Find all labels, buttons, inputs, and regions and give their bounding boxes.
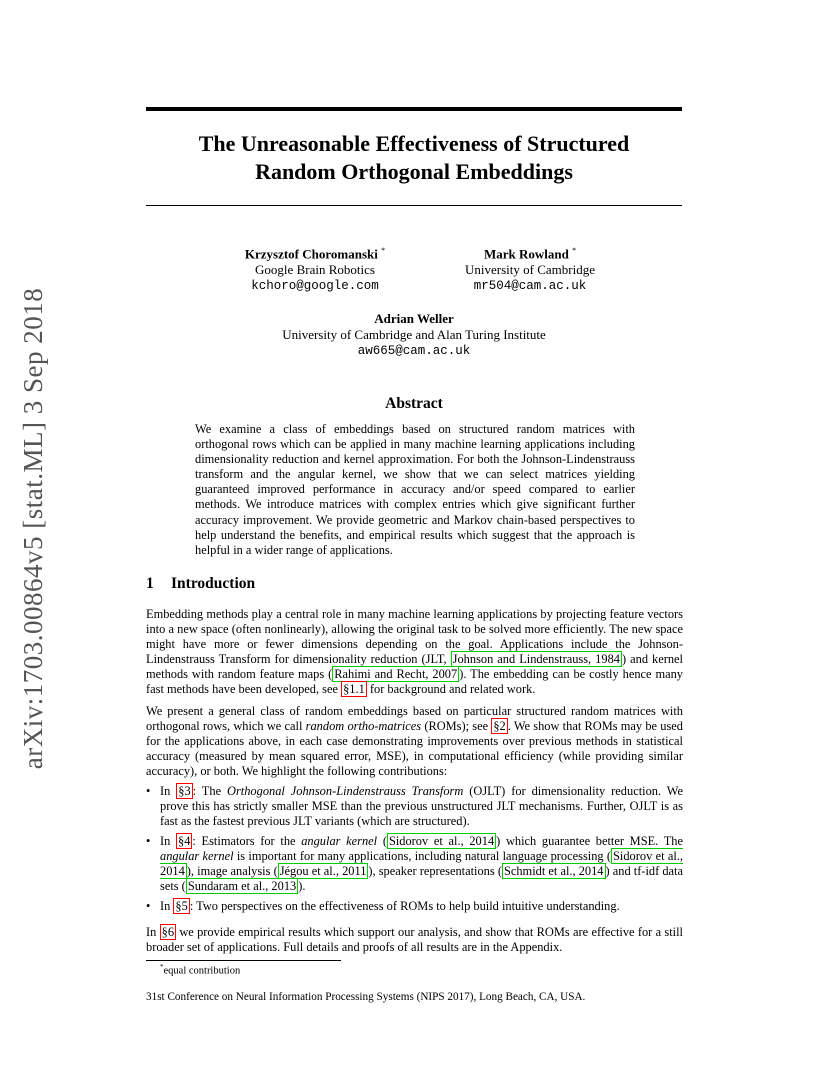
bullet-icon: • (146, 834, 151, 848)
text-run: We present a general class of random embeddings based on particular structured random matrices with orthogonal rows, which we call (146, 704, 683, 733)
author-mark: * (572, 246, 577, 255)
text-run: Embedding methods play a central role in many machine learning applications by projecting feature vectors into a new space (often nonlinearly), allowing the original task to be solved more efficiently. The new space might have more or fewer dimensions depending on the goal. Applications include the Johnson-Lindenstrauss Transform for dimensionality reduction (JLT, (146, 607, 683, 666)
text-run: we provide empirical results which support our analysis, and show that ROMs are effective for a still broader set of applications. Full details and proofs of all results are in the Appendix. (146, 925, 683, 954)
bullet-icon: • (146, 784, 151, 798)
text-run: ), image analysis ( (186, 864, 278, 878)
text-run: : The (192, 784, 228, 798)
author-name: Mark Rowland (483, 246, 569, 262)
text-run: In (160, 784, 177, 798)
author-email[interactable]: kchoro@google.com (251, 279, 379, 294)
text-run: ) which guarantee better MSE. The (496, 834, 683, 848)
author-name: Adrian Weller (374, 311, 454, 326)
footnote-text: equal contribution (163, 965, 241, 977)
citation-link[interactable]: Sundaram et al., 2013 (187, 879, 297, 893)
section-title: Introduction (171, 575, 256, 592)
text-run: ), speaker representations ( (368, 864, 502, 878)
contribution-list (146, 784, 683, 919)
author-name: Krzysztof Choromanski (244, 246, 378, 262)
footnote-rule (146, 960, 341, 961)
text-run: In (160, 899, 174, 913)
intro-paragraph-2 (146, 704, 683, 779)
author-affiliation: University of Cambridge and Alan Turing Institute (282, 327, 546, 342)
section-link[interactable]: §2 (493, 719, 506, 733)
author-email[interactable]: mr504@cam.ac.uk (473, 279, 587, 294)
citation-link[interactable]: Johnson and Lindenstrauss, 1984 (452, 652, 620, 666)
arxiv-stamp (14, 288, 54, 768)
author-mark: * (381, 246, 386, 255)
section-link[interactable]: §5 (175, 899, 188, 913)
citation-link[interactable]: Schmidt et al., 2014 (503, 864, 604, 878)
paper-title (146, 130, 682, 186)
citation-link[interactable]: Rahimi and Recht, 2007 (334, 667, 458, 681)
text-run: is important for many applications, including natural language processing ( (233, 849, 612, 863)
author-block-1 (200, 243, 430, 294)
text-run: for background and related work. (366, 682, 536, 696)
text-run: In (146, 925, 160, 939)
author-affiliation: Google Brain Robotics (255, 262, 375, 278)
list-item (146, 899, 683, 914)
section-link[interactable]: §4 (178, 834, 191, 848)
emphasis: angular kernel (301, 834, 378, 848)
author-block-3 (146, 311, 682, 359)
text-run: ) and tf-idf data sets ( (160, 864, 684, 893)
intro-paragraph-3 (146, 925, 683, 955)
section-heading (146, 575, 255, 593)
text-run: . We show that ROMs may be used for the applications above, in each case demonstrating improvements over previous methods in statistical accuracy (measured by mean squared error, MSE), in computational efficiency (while providing similar accuracy), or both. We highlight the following contributions: (146, 719, 683, 778)
title-line-2: Random Orthogonal Embeddings (255, 159, 573, 184)
arxiv-stamp-text: arXiv:1703.00864v5 [stat.ML] 3 Sep 2018 (18, 287, 49, 769)
citation-link[interactable]: Jégou et al., 2011 (279, 864, 367, 878)
text-run: In (160, 834, 177, 848)
list-item (146, 834, 683, 894)
emphasis: angular kernel (160, 849, 234, 863)
emphasis: Orthogonal Johnson-Lindenstrauss Transform (227, 784, 464, 798)
text-run: (OJLT) for dimensionality reduction. We prove this has strictly smaller MSE than the previous unstructured JLT mechanisms. Further, OJLT is as fast as the fastest previous JLT variants (which are structured). (160, 784, 683, 828)
text-run: ). The embedding can be costly hence many fast methods have been developed, see (146, 667, 683, 696)
author-email[interactable]: aw665@cam.ac.uk (357, 344, 471, 358)
venue-line: 31st Conference on Neural Information Processing Systems (NIPS 2017), Long Beach, CA, USA. (146, 991, 586, 1003)
footnote-mark: * (160, 963, 164, 971)
list-item (146, 784, 683, 829)
text-run: ) and kernel methods with random feature maps ( (146, 652, 684, 681)
section-number: 1 (146, 575, 154, 592)
citation-link[interactable]: Sidorov et al., 2014 (388, 834, 495, 848)
title-rule-bottom (146, 205, 682, 206)
bullet-icon: • (146, 899, 151, 913)
text-run: ). (298, 879, 306, 893)
abstract-heading: Abstract (385, 395, 443, 412)
text-run: : Two perspectives on the effectiveness of ROMs to help build intuitive understanding. (189, 899, 620, 913)
section-link[interactable]: §3 (178, 784, 191, 798)
title-rule-top (146, 107, 682, 111)
emphasis: random ortho-matrices (305, 719, 422, 733)
text-run: : Estimators for the (192, 834, 302, 848)
author-affiliation: University of Cambridge (465, 262, 595, 278)
text-run: (ROMs); see (421, 719, 492, 733)
intro-paragraph-1 (146, 607, 683, 697)
footnote (160, 963, 240, 977)
section-link[interactable]: §1.1 (343, 682, 365, 696)
text-run: ( (377, 834, 387, 848)
title-line-1: The Unreasonable Effectiveness of Structured (198, 131, 630, 156)
abstract-text: We examine a class of embeddings based on structured random matrices with orthogonal rows which can be applied in many machine learning applications including dimensionality reduction and kernel approximation. For both the Johnson-Lindenstrauss transform and the angular kernel, we show that we can select matrices yielding guaranteed improved performance in accuracy and/or speed compared to earlier methods. We introduce matrices with complex entries which give significant further accuracy improvement. We provide geometric and Markov chain-based perspectives to help understand the benefits, and empirical results which suggest that the approach is helpful in a wider range of applications. (195, 422, 635, 557)
citation-link[interactable]: Sidorov et al., 2014 (160, 849, 683, 878)
author-block-2 (430, 243, 630, 294)
section-link[interactable]: §6 (161, 925, 175, 939)
